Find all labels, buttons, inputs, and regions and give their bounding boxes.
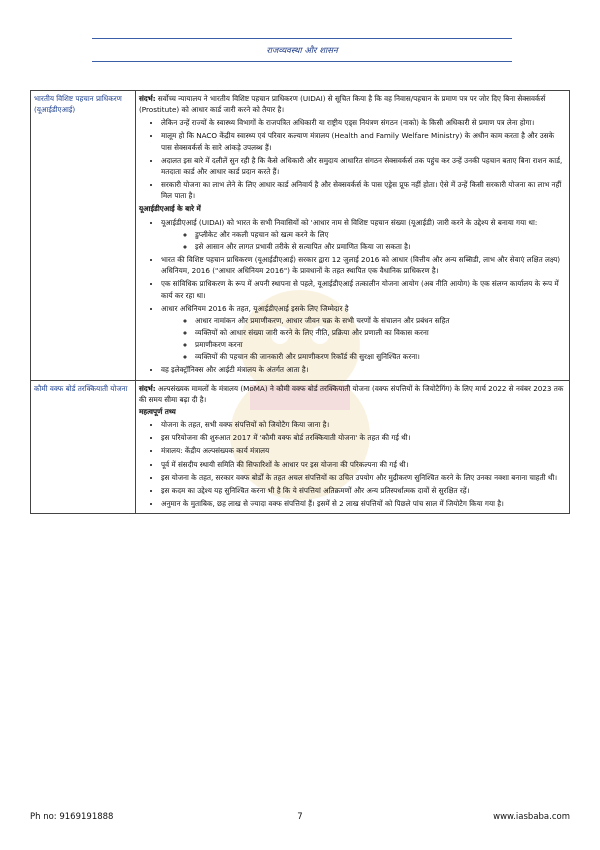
table-row — [31, 380, 570, 514]
footer-phone: Ph no: 9169191888 — [30, 812, 114, 822]
sub-list-item: ◦ डुप्लीकेट और नकली पहचान को खत्म करने के लिए — [195, 229, 566, 240]
sub-list-item: ◦ आधार नामांकन और प्रमाणीकरण, आधार जीवन चक्र के सभी चरणों के संचालन और प्रबंधन सहित — [195, 315, 566, 326]
bullet-list — [139, 419, 566, 509]
content-table — [30, 90, 570, 514]
content-cell — [136, 91, 570, 381]
list-item: • मंत्रालय: केंद्रीय अल्पसंख्यक कार्य मंत्रालय — [161, 445, 566, 456]
list-item: • पूर्व में संसदीय स्थायी समिति की सिफारिशों के आधार पर इस योजना की परिकल्पना की गई थी। — [161, 459, 566, 470]
context-label: संदर्भ: — [139, 94, 156, 103]
footer-website[interactable]: www.iasbaba.com — [493, 812, 570, 822]
sub-list-item: ◦ प्रमाणीकरण करना — [195, 339, 566, 350]
sub-list-item: ◦ इसे आसान और लागत प्रभावी तरीके से सत्यापित और प्रमाणित किया जा सकता है। — [195, 241, 566, 252]
list-item: • एक सांविधिक प्राधिकरण के रूप में अपनी स्थापना से पहले, यूआईडीएआई तत्कालीन योजना आयोग (अब नीति आयोग) के एक संलग्न कार्यालय के रूप में कार्य कर रहा था। — [161, 278, 566, 300]
list-item: • मालूम हो कि NACO केंद्रीय स्वास्थ्य एवं परिवार कल्याण मंत्रालय (Health and Family Welfare Ministry) के अधीन काम करता है और उसके पास सेक्सवर्कर्स के सारे आंकड़े उपलब्ध हैं। — [161, 130, 566, 152]
list-item: • अनुमान के मुताबिक, छह लाख से ज्यादा वक्फ संपत्तियां हैं। इसमें से 2 लाख संपत्तियों को पिछले पांच साल में जियोटैग किया गया है। — [161, 498, 566, 509]
list-item — [161, 303, 566, 363]
page-number: 7 — [297, 812, 303, 822]
sub-bullet-list — [161, 229, 566, 252]
list-item: • लेकिन उन्हें राज्यों के स्वास्थ्य विभागों के राजपत्रित अधिकारी या राष्ट्रीय एड्स नियंत्रण संगठन (नाको) के किसी अधिकारी से प्रमाण पत्र लेना होगा। — [161, 117, 566, 128]
table-row — [31, 91, 570, 381]
list-item-text: आधार अधिनियम 2016 के तहत, यूआईडीएआई इसके लिए जिम्मेदार है — [161, 303, 349, 313]
context-label: संदर्भ: — [139, 383, 156, 393]
list-item: • इस योजना के तहत, सरकार वक्फ बोर्डों के तहत अचल संपत्तियों का उचित उपयोग और मुद्रीकरण सुनिश्चित करने के लिए उनका नक्शा बनाना चाहती थी। — [161, 472, 566, 483]
section-heading: यूआईडीएआई के बारे में — [139, 204, 201, 214]
list-item — [161, 217, 566, 252]
topic-cell: कौमी वक्फ बोर्ड तरक्कियाती योजना — [31, 380, 136, 514]
context-paragraph — [139, 383, 566, 405]
list-item: • सरकारी योजना का लाभ लेने के लिए आधार कार्ड अनिवार्य है और सेक्सवर्कर्स के पास एड्रेस प्रूफ नहीं होता। ऐसे में उन्हें किसी सरकारी योजना का लाभ नहीं मिल पाता है। — [161, 179, 566, 201]
header-rule-bottom — [92, 61, 512, 62]
section-heading: महत्वपूर्ण तथ्य — [139, 406, 176, 416]
list-item: • भारत की विशिष्ट पहचान प्राधिकरण (यूआईडीएआई) सरकार द्वारा 12 जुलाई 2016 को आधार (वित्तीय और अन्य सब्सिडी, लाभ और सेवाएं लक्षित लक्ष्य) अधिनियम, 2016 ("आधार अधिनियम 2016") के प्रावधानों के तहत स्थापित एक वैधानिक प्राधिकरण है। — [161, 254, 566, 276]
list-item: • अदालत इस बारे में दलीलें सुन रही है कि कैसे अधिकारी और समुदाय आधारित संगठन सेक्सवर्कर्स तक पहुंच कर उन्हें उनकी पहचान बताए बिना राशन कार्ड, मतदाता कार्ड और आधार कार्ड प्रदान करते हैं। — [161, 155, 566, 177]
page-header — [92, 38, 512, 62]
list-item: • इस परियोजना की शुरुआत 2017 में 'कौमी वक्फ बोर्ड तरक्कियाती योजना' के तहत की गई थी। — [161, 432, 566, 443]
sub-list-item: ◦ व्यक्तियों को आधार संख्या जारी करने के लिए नीति, प्रक्रिया और प्रणाली का विकास करना — [195, 327, 566, 338]
list-item-text: यूआईडीएआई (UIDAI) को भारत के सभी निवासियों को 'आधार नाम से विशिष्ट पहचान संख्या (यूआईडी) जारी करने के उद्देश्य से बनाया गया था: — [161, 217, 538, 227]
bullet-list — [139, 217, 566, 376]
context-text: सर्वोच्च न्यायालय ने भारतीय विशिष्ट पहचान प्राधिकरण (UIDAI) से सूचित किया है कि वह निवास/पहचान के प्रमाण पत्र पर जोर दिए बिना सेक्सवर्कर्स (Prostitute) को आधार कार्ड जारी करने को तैयार है। — [139, 94, 546, 115]
context-paragraph — [139, 93, 566, 115]
content-cell — [136, 380, 570, 514]
bullet-list — [139, 117, 566, 201]
sub-list-item: ◦ व्यक्तियों की पहचान की जानकारी और प्रमाणीकरण रिकॉर्ड की सुरक्षा सुनिश्चित करना। — [195, 351, 566, 362]
header-title: राजव्यवस्था और शासन — [266, 46, 338, 56]
list-item: • योजना के तहत, सभी वक्फ संपत्तियों को जियोटैग किया जाना है। — [161, 419, 566, 430]
topic-cell: भारतीय विशिष्ट पहचान प्राधिकरण (यूआईडीएआई) — [31, 91, 136, 381]
list-item: • वह इलेक्ट्रॉनिक्स और आईटी मंत्रालय के अंतर्गत आता है। — [161, 364, 566, 375]
sub-bullet-list — [161, 315, 566, 363]
list-item: • इस कदम का उद्देश्य यह सुनिश्चित करना भी है कि ये संपत्तियां अतिक्रमणों और अन्य प्रतिस्पर्धात्मक दावों से सुरक्षित रहें। — [161, 485, 566, 496]
context-text: अल्पसंख्यक मामलों के मंत्रालय (MoMA) ने कौमी वक्फ बोर्ड तरक्कियाती योजना (वक्फ संपत्तियों के जियोटैगिंग) के लिए मार्च 2022 से नवंबर 2023 तक की समय सीमा बढ़ा दी है। — [139, 383, 564, 404]
